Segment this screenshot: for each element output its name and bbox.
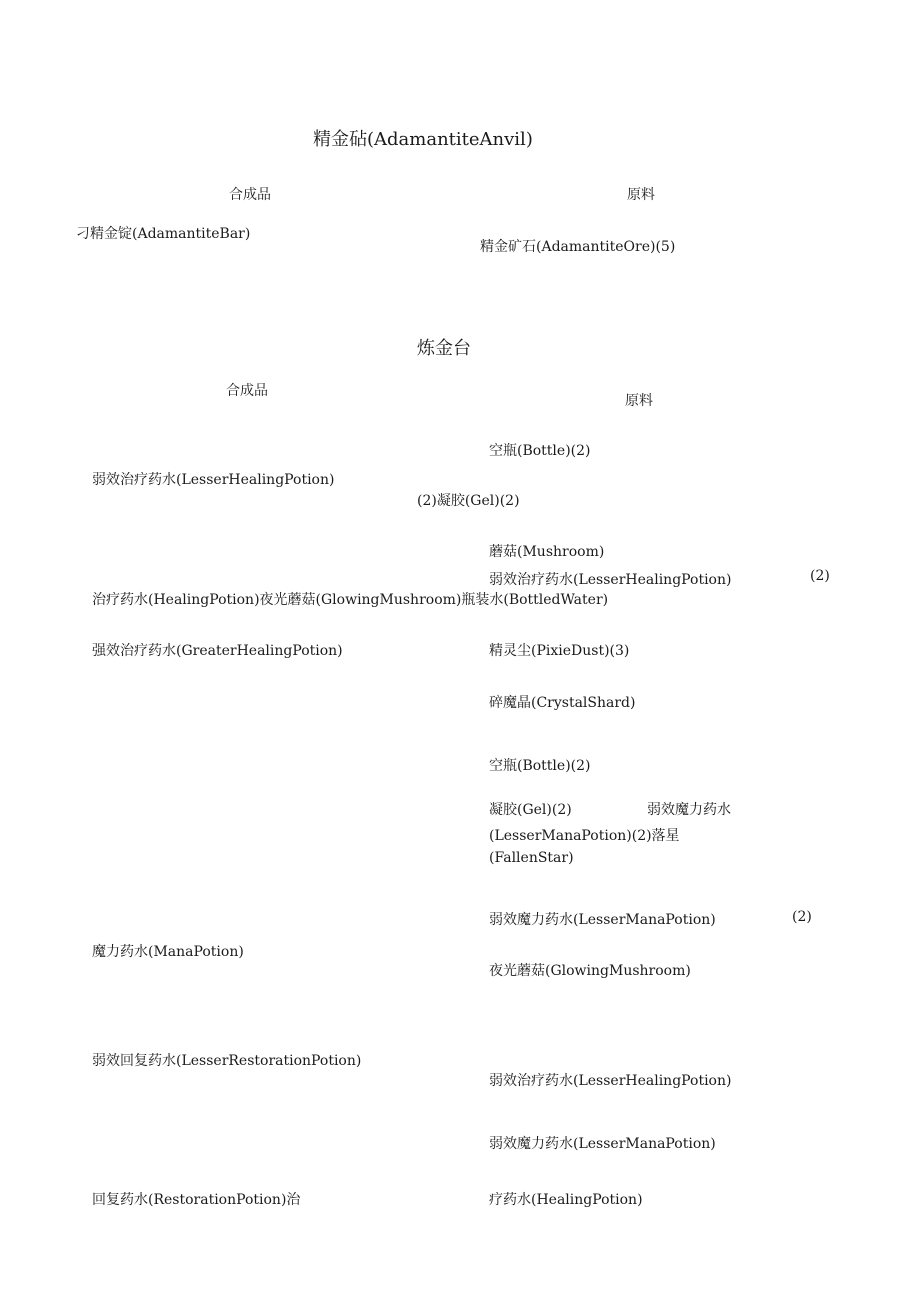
anvil-title: 精金砧(AdamantiteAnvil) xyxy=(313,129,533,150)
alchemy-col-product: 合成品 xyxy=(226,383,268,399)
recipe-text: 弱效魔力药水 xyxy=(647,802,731,818)
recipe-text: 弱效魔力药水(LesserManaPotion) xyxy=(489,912,716,928)
recipe-text: 弱效治疗药水(LesserHealingPotion) xyxy=(92,472,335,488)
recipe-text: 空瓶(Bottle)(2) xyxy=(489,443,591,459)
recipe-text: (2) xyxy=(810,568,830,584)
anvil-col-material: 原料 xyxy=(627,187,655,203)
recipe-text: 碎魔晶(CrystalShard) xyxy=(489,695,636,711)
recipe-text: 凝胶(Gel)(2) xyxy=(489,802,572,818)
alchemy-col-material: 原料 xyxy=(625,393,653,409)
recipe-text: 夜光蘑菇(GlowingMushroom) xyxy=(489,963,691,979)
recipe-text: 精灵尘(PixieDust)(3) xyxy=(489,643,630,659)
recipe-text: 回复药水(RestorationPotion)治 xyxy=(92,1192,301,1208)
recipe-text: 弱效治疗药水(LesserHealingPotion) xyxy=(489,1073,732,1089)
recipe-text: (LesserManaPotion)(2)落星(FallenStar) xyxy=(489,828,680,866)
recipe-text: 魔力药水(ManaPotion) xyxy=(92,944,244,960)
recipe-text: 蘑菇(Mushroom) xyxy=(489,544,605,560)
anvil-material-adamantite-ore: 精金矿石(AdamantiteOre)(5) xyxy=(480,239,676,255)
alchemy-title: 炼金台 xyxy=(417,338,471,359)
recipe-text: (2) xyxy=(792,909,812,925)
recipe-text: 治疗药水(HealingPotion)夜光蘑菇(GlowingMushroom)瓶装水(BottledWater) xyxy=(92,592,609,608)
recipe-text: (2)凝胶(Gel)(2) xyxy=(417,493,520,509)
recipe-text: 空瓶(Bottle)(2) xyxy=(489,758,591,774)
anvil-product-adamantite-bar: 刁精金锭(AdamantiteBar) xyxy=(76,226,251,242)
recipe-text: 强效治疗药水(GreaterHealingPotion) xyxy=(92,643,343,659)
recipe-text: 弱效魔力药水(LesserManaPotion) xyxy=(489,1136,716,1152)
recipe-text: 疗药水(HealingPotion) xyxy=(489,1192,643,1208)
recipe-text: 弱效回复药水(LesserRestorationPotion) xyxy=(92,1053,362,1069)
recipe-text: 弱效治疗药水(LesserHealingPotion) xyxy=(489,572,732,588)
anvil-col-product: 合成品 xyxy=(229,187,271,203)
